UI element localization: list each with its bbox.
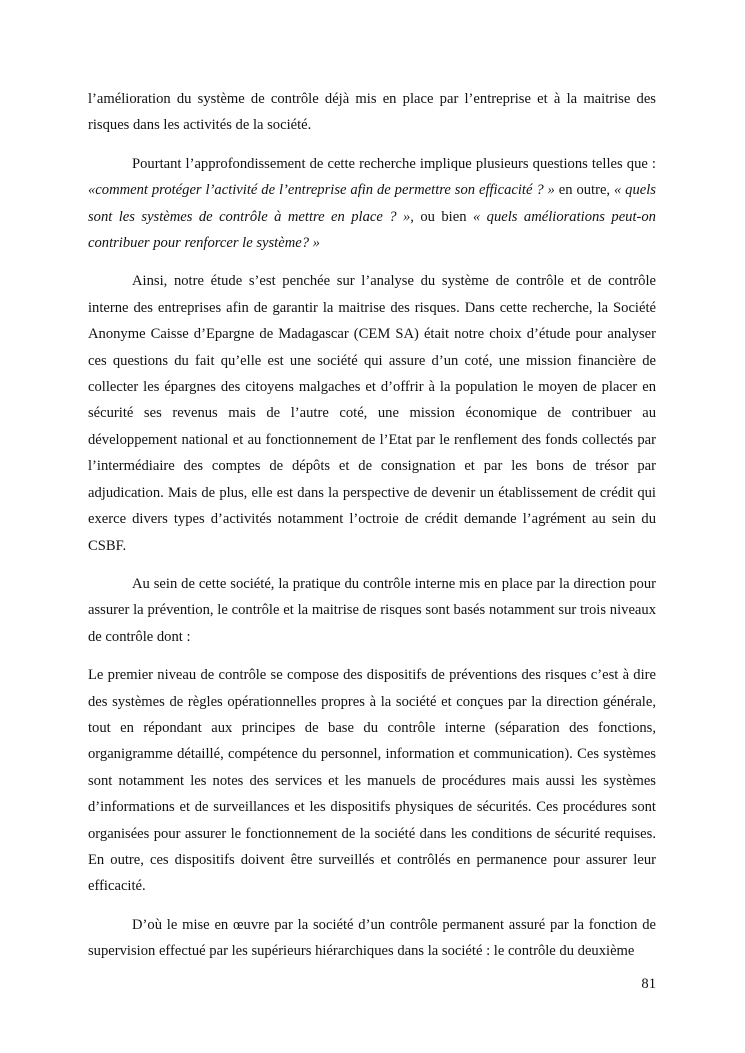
paragraph-3-text: Ainsi, notre étude s’est penchée sur l’analyse du système de contrôle et de contrôle interne des entreprises afin de garantir la maitrise des risques. Dans cette recherche, la Société Anonyme Caisse d’Epargne de Madagascar (CEM SA) était notre choix d’étude pour analyser ces questions du fait qu’elle est une société qui assure d’un coté, une mission financière de collecter les épargnes des citoyens malgaches et d’offrir à la population le moyen de placer en sécurité ses revenus mais de l’autre coté, une mission économique de contribuer au développement national et au fonctionnement de l’Etat par le renflement des fonds collectés par l’intermédiaire des comptes de dépôts et de consignation et par les bons de trésor par adjudication. Mais de plus, elle est dans la perspective de devenir un établissement de crédit qui exerce divers types d’activités notamment l’octroie de crédit demande l’agrément au sein du CSBF. xyxy=(88,273,656,554)
question-1: «comment protéger l’activité de l’entreprise afin de permettre son efficacité ? » xyxy=(88,182,555,199)
paragraph-5 xyxy=(88,662,656,900)
paragraph-6 xyxy=(88,912,656,965)
paragraph-4-text: Au sein de cette société, la pratique du contrôle interne mis en place par la direction pour assurer la prévention, le contrôle et la maitrise de risques sont basés notamment sur trois niveaux de contrôle dont : xyxy=(88,575,656,645)
paragraph-2 xyxy=(88,151,656,257)
paragraph-4 xyxy=(88,571,656,650)
page-number: 81 xyxy=(641,976,656,992)
paragraph-1-text: l’amélioration du système de contrôle déjà mis en place par l’entreprise et à la maitrise des risques dans les activités de la société. xyxy=(88,91,656,134)
page-body xyxy=(88,86,656,965)
paragraph-2-text-b: en outre, xyxy=(554,182,614,199)
paragraph-3 xyxy=(88,268,656,558)
paragraph-5-text: Le premier niveau de contrôle se compose des dispositifs de préventions des risques c’est à dire des systèmes de règles opérationnelles propres à la société et conçues par la direction générale, tout en répondant aux principes de base du contrôle interne (séparation des fonctions, organigramme détaillé, compétence du personnel, information et communication). Ces systèmes sont notamment les notes des services et les manuels de procédures mais aussi les systèmes d’informations et de surveillances et les dispositifs physiques de sécurités. Ces procédures sont organisées pour assurer le fonctionnement de la société dans les conditions de sécurité requises. En outre, ces dispositifs doivent être surveillés et contrôlés en permanence pour assurer leur efficacité. xyxy=(88,667,656,895)
paragraph-2-text-c: ou bien xyxy=(413,208,473,225)
paragraph-1 xyxy=(88,86,656,139)
question-2: « quels sont les systèmes de contrôle à mettre en place ? », xyxy=(88,182,656,225)
paragraph-6-text: D’où le mise en œuvre par la société d’un contrôle permanent assuré par la fonction de supervision effectué par les supérieurs hiérarchiques dans la société : le contrôle du deuxième xyxy=(88,916,656,960)
paragraph-2-text-a: Pourtant l’approfondissement de cette recherche implique plusieurs questions telles que : xyxy=(132,155,656,172)
question-3: « quels améliorations peut-on contribuer pour renforcer le système? » xyxy=(88,208,656,252)
